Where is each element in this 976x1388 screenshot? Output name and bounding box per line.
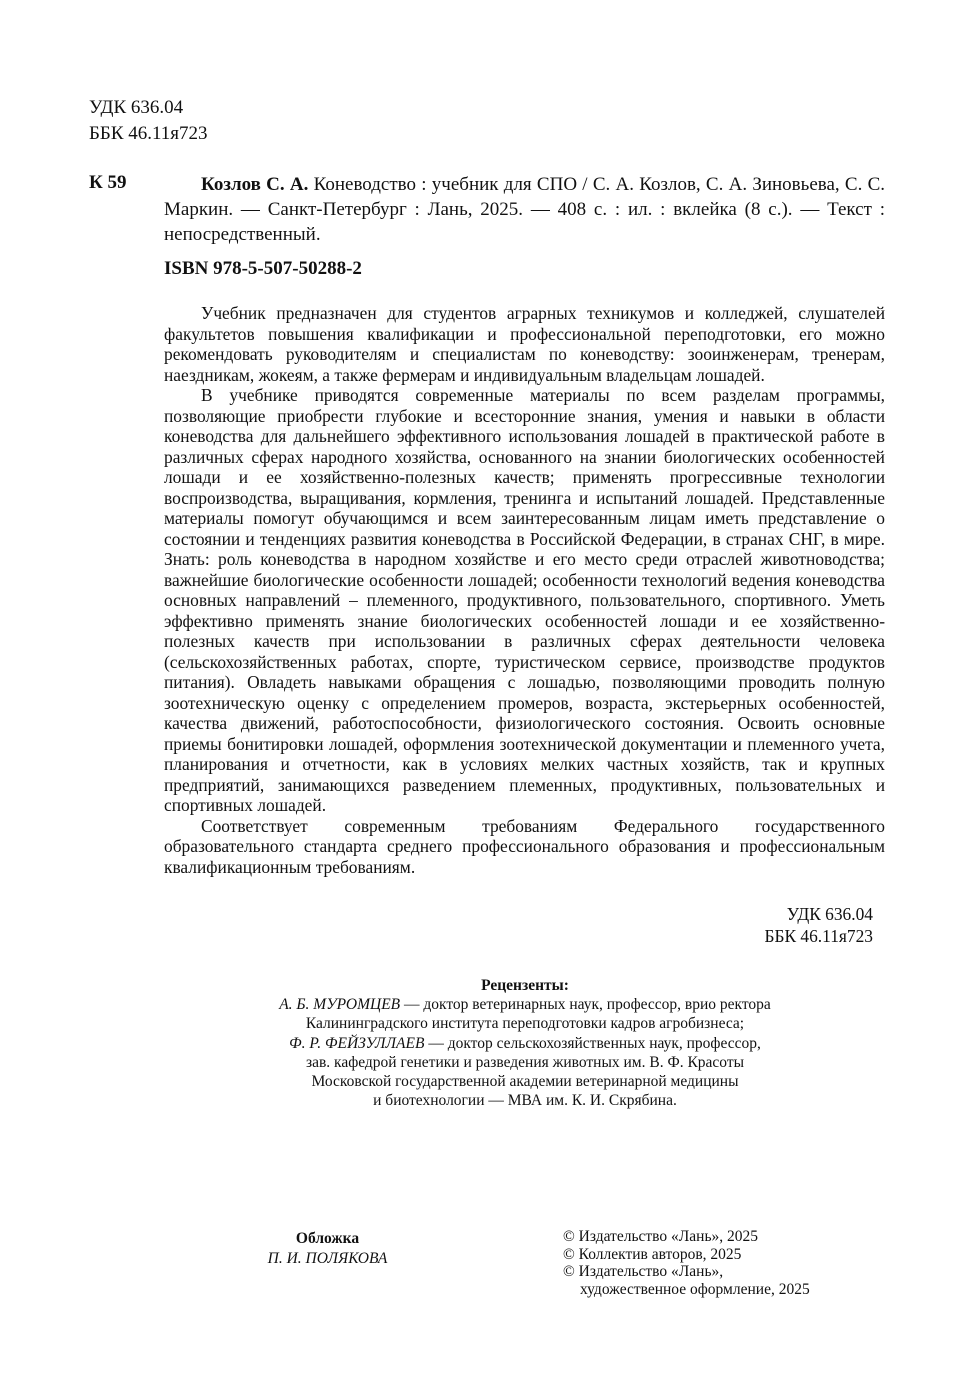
author-name: Козлов С. А. (201, 174, 309, 195)
bbk-code: ББК 46.11я723 (89, 123, 208, 144)
abstract-paragraph: Соответствует современным требованиям Федерального государственного образовательного стандарта среднего профессионального образования и профессиональным квалификационным требованиям. (164, 815, 885, 877)
reviewer-2-line: Ф. Р. ФЕЙЗУЛЛАЕВ — доктор сельскохозяйственных наук, профессор, (289, 1034, 761, 1052)
cover-designer: П. И. ПОЛЯКОВА (267, 1249, 388, 1267)
bibliographic-description: Коневодство : учебник для СПО / С. А. Козлов, С. А. Зиновьева, С. С. Маркин. — Санкт-Петербург : Лань, 2025. — 408 с. : ил. : вклейка (8 с.). — Текст : непосредственный. (164, 174, 886, 245)
reviewers-block (200, 976, 850, 1110)
udk-code-repeat: УДК 636.04 (786, 904, 873, 924)
reviewer-2-affiliation: и биотехнологии — МВА им. К. И. Скрябина. (373, 1092, 677, 1110)
classification-block (89, 95, 208, 147)
abstract-paragraph: В учебнике приводятся современные материалы по всем разделам программы, позволяющие приобрести глубокие и всесторонние знания, умения и навыки в области коневодства для дальнейшего эффективного использования лошадей в практической работе в различных сферах народного хозяйства, основанного на знании биологических особенностей лошади и ее хозяйственно-полезных качеств; применять прогрессивные технологии воспроизводства, выращивания, кормления, тренинга и испытаний лошадей. Представленные материалы помогут обучающимся и всем заинтересованным лицам иметь представление о состоянии и тенденциях развития коневодства в Российской Федерации, в странах СНГ, в мире. Знать: роль коневодства в народном хозяйстве и его место среди отраслей животноводства; важнейшие биологические особенности лошадей; особенности технологий ведения коневодства основных направлений – племенного, продуктивного, пользовательного, спортивного. Уметь эффективно применять знание биологических особенностей лошади и ее хозяйственно-полезных качеств при использовании в различных сферах деятельности человека (сельскохозяйственных работах, спорте, туристическом сервисе, производстве продуктов питания). Овладеть навыками обращения с лошадью, позволяющими проводить полную зоотехническую оценку с определением промеров, возраста, экстерьерных особенностей, качества движений, работоспособности, физиологического состояния. Освоить основные приемы бонитировки лошадей, оформления зоотехнической документации и племенного учета, планирования и отчетности, как в условиях мелких частных хозяйств, так и крупных предприятий, занимающихся разведением племенных, продуктивных, пользовательных и спортивных лошадей. (164, 385, 885, 815)
reviewers-title: Рецензенты: (481, 977, 569, 994)
abstract (164, 303, 885, 877)
classification-repeat (740, 903, 873, 947)
reviewer-2-affiliation: Московской государственной академии ветеринарной медицины (311, 1073, 739, 1091)
copyright-line: художественное оформление, 2025 (580, 1280, 810, 1298)
copyright-line: © Коллектив авторов, 2025 (563, 1245, 742, 1263)
reviewer-1-line: А. Б. МУРОМЦЕВ — доктор ветеринарных наук, профессор, врио ректора (279, 996, 771, 1014)
cover-credit (230, 1229, 425, 1268)
copyright-line: © Издательство «Лань», (563, 1263, 724, 1280)
copyright-line: © Издательство «Лань», 2025 (563, 1228, 759, 1245)
udk-code: УДК 636.04 (89, 97, 184, 118)
reviewer-2-name: Ф. Р. ФЕЙЗУЛЛАЕВ (289, 1034, 425, 1052)
reviewer-1-affiliation: Калининградского института переподготовки кадров агробизнеса; (305, 1015, 745, 1033)
cover-title: Обложка (295, 1230, 360, 1247)
abstract-paragraph: Учебник предназначен для студентов аграрных техникумов и колледжей, слушателей факультетов повышения квалификации и профессиональной переподготовки, его можно рекомендовать руководителям и специалистам по коневодству: зооинженерам, тренерам, наездникам, жокеям, а также фермерам и индивидуальным владельцам лошадей. (164, 303, 885, 385)
author-code: К 59 (89, 172, 127, 193)
bbk-code-repeat: ББК 46.11я723 (764, 926, 873, 946)
reviewer-1-name: А. Б. МУРОМЦЕВ (279, 996, 401, 1014)
reviewer-2-affiliation: зав. кафедрой генетики и разведения животных им. В. Ф. Красоты (305, 1053, 745, 1071)
copyright-block (563, 1228, 810, 1298)
bibliographic-record (164, 172, 885, 247)
isbn: ISBN 978-5-507-50288-2 (164, 258, 362, 279)
